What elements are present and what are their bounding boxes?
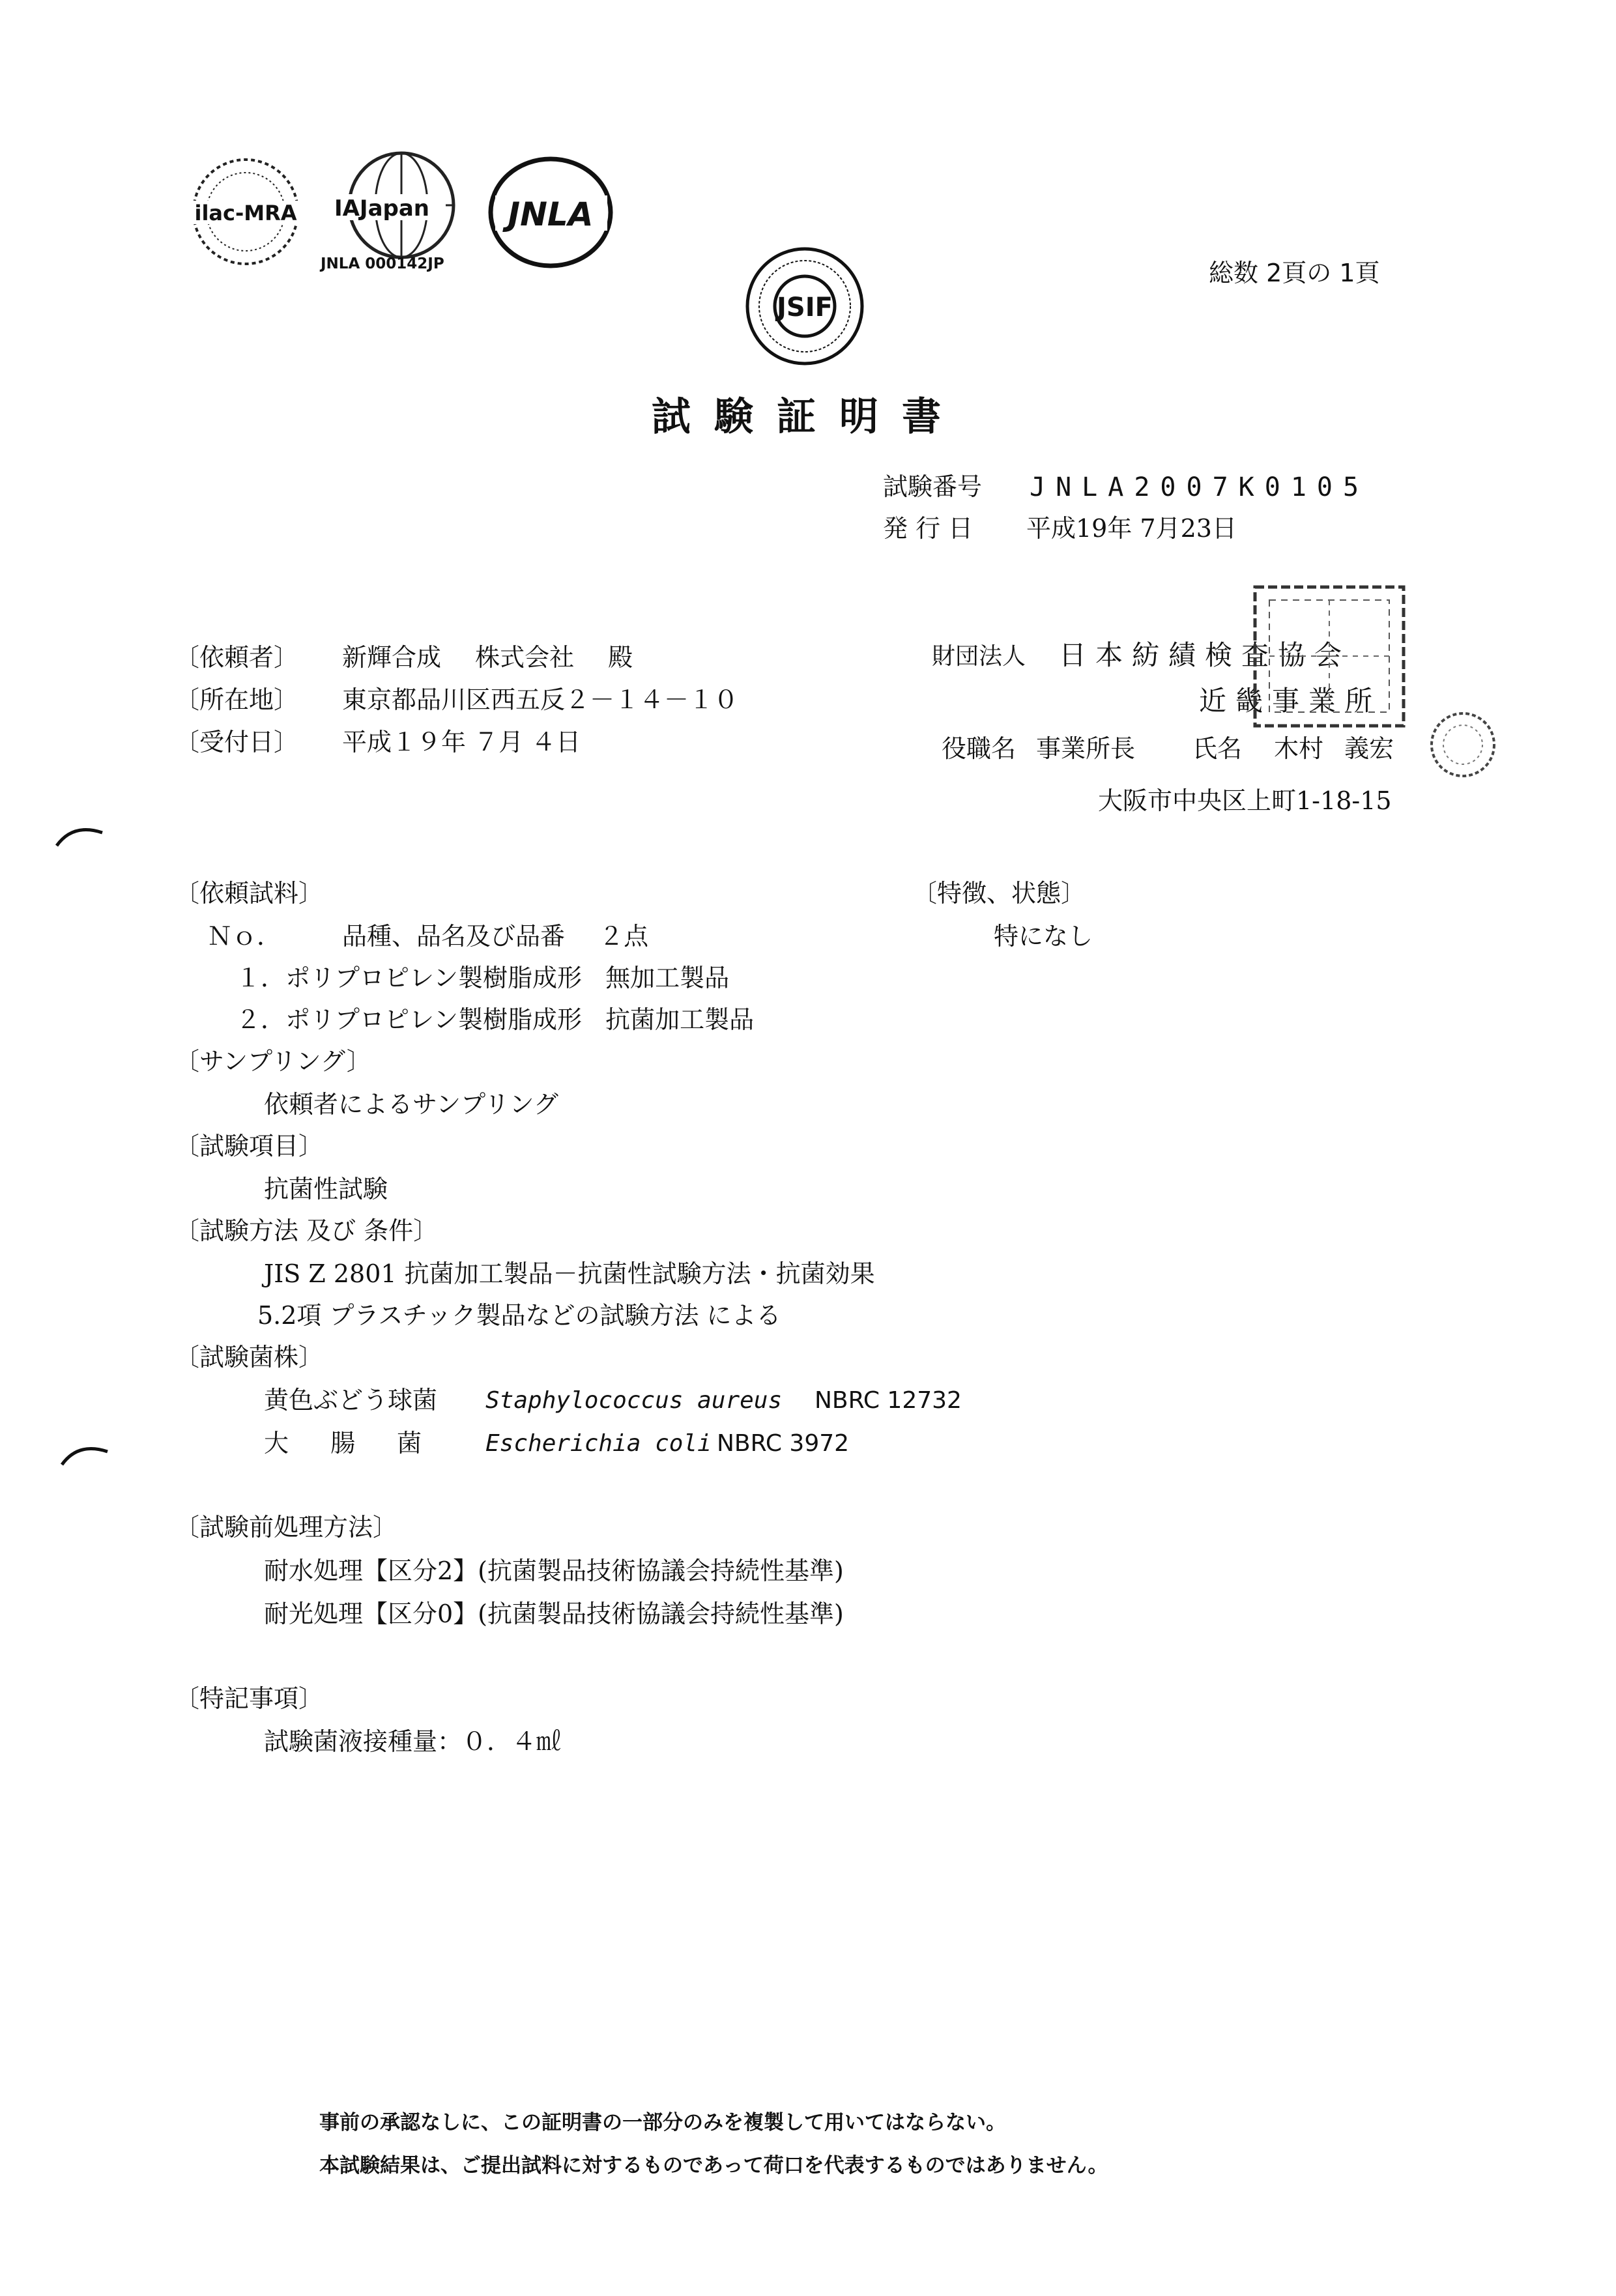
issuer-name-label: 氏名 <box>1192 734 1243 763</box>
issuer-name: 木村 義宏 <box>1274 734 1394 763</box>
received-date-label: 〔受付日〕 <box>175 728 299 756</box>
issuer-org-name: 日本紡績検査協会 <box>1059 639 1351 671</box>
jnla-logo-text: JNLA <box>508 195 594 233</box>
jnla-registration-number: JNLA 000142JP <box>321 255 444 272</box>
strain-japanese-name: 黄色ぶどう球菌 <box>264 1386 438 1414</box>
issuer-org-type: 財団法人 <box>932 643 1026 670</box>
client-address: 東京都品川区西五反２－１４－１０ <box>342 685 739 714</box>
sample-item: １．ポリプロピレン製樹脂成形 無加工製品 <box>236 964 730 992</box>
received-date: 平成１９年 ７月 ４日 <box>342 728 581 756</box>
scan-mark <box>59 1439 111 1478</box>
requester-label: 〔依頼者〕 <box>175 643 299 672</box>
test-number: JNLA2007K0105 <box>1030 472 1370 502</box>
test-item-heading: 〔試験項目〕 <box>175 1132 324 1160</box>
sample-item: ２．ポリプロピレン製樹脂成形 抗菌加工製品 <box>236 1005 755 1034</box>
address-label: 〔所在地〕 <box>175 685 299 714</box>
page-count: 総数 2頁の 1頁 <box>1209 259 1380 287</box>
strain-code: NBRC 3972 <box>717 1430 850 1457</box>
sample-no-label: Ｎｏ． <box>207 922 282 951</box>
ilac-mra-logo <box>184 150 308 274</box>
footer-notice: 本試験結果は、ご提出試料に対するものであって荷口を代表するものではありません。 <box>319 2154 1108 2177</box>
sample-description-header: 品種、品名及び品番 ２点 <box>342 922 649 951</box>
iajapan-logo <box>317 143 463 274</box>
issuer-address: 大阪市中央区上町1-18-15 <box>1098 786 1392 815</box>
strain-latin-name: Escherichia coli <box>485 1430 712 1457</box>
test-number-label: 試験番号 <box>883 472 983 501</box>
features-value: 特になし <box>994 922 1093 951</box>
issuer-title: 事業所長 <box>1036 734 1136 763</box>
test-item-value: 抗菌性試験 <box>264 1175 388 1203</box>
notes-value: 試験菌液接種量：０．４㎖ <box>264 1727 562 1756</box>
issuer-branch: 近畿事業所 <box>1199 685 1382 717</box>
issuer-title-label: 役職名 <box>942 734 1017 763</box>
requester: 新輝合成 株式会社 殿 <box>342 643 633 672</box>
method-line: 5.2項 プラスチック製品などの試験方法 による <box>257 1301 781 1330</box>
strains-heading: 〔試験菌株〕 <box>175 1343 324 1371</box>
sampling-value: 依頼者によるサンプリング <box>264 1090 558 1119</box>
document-title: 試験証明書 <box>652 394 964 440</box>
samples-heading: 〔依頼試料〕 <box>175 879 324 908</box>
sampling-heading: 〔サンプリング〕 <box>175 1047 371 1076</box>
strain-latin-name: Staphylococcus aureus <box>485 1387 783 1414</box>
jnla-logo <box>485 155 616 269</box>
method-heading: 〔試験方法 及び 条件〕 <box>175 1216 439 1245</box>
strain-code: NBRC 12732 <box>815 1387 962 1414</box>
official-square-seal <box>1251 583 1407 730</box>
personal-round-seal <box>1427 709 1499 781</box>
pretreatment-line: 耐水処理【区分2】(抗菌製品技術協議会持続性基準) <box>264 1557 844 1585</box>
pretreatment-line: 耐光処理【区分0】(抗菌製品技術協議会持続性基準) <box>264 1600 844 1628</box>
method-line: JIS Z 2801 抗菌加工製品－抗菌性試験方法・抗菌効果 <box>264 1259 875 1288</box>
jsif-seal <box>743 244 867 368</box>
strain-japanese-name: 大 腸 菌 <box>264 1429 422 1457</box>
jsif-seal-text: JSIF <box>777 293 833 323</box>
ilac-logo-text: ilac-MRA <box>194 201 297 225</box>
issue-date: 平成19年 7月23日 <box>1026 514 1237 543</box>
notes-heading: 〔特記事項〕 <box>175 1684 324 1713</box>
footer-notice: 事前の承認なしに、この証明書の一部分のみを複製して用いてはならない。 <box>319 2111 1006 2134</box>
iajapan-logo-text: IAJapan <box>334 195 430 222</box>
issue-date-label: 発 行 日 <box>883 514 974 543</box>
pretreatment-heading: 〔試験前処理方法〕 <box>175 1513 398 1542</box>
scan-mark <box>53 820 106 859</box>
features-heading: 〔特徴、状態〕 <box>912 879 1086 908</box>
